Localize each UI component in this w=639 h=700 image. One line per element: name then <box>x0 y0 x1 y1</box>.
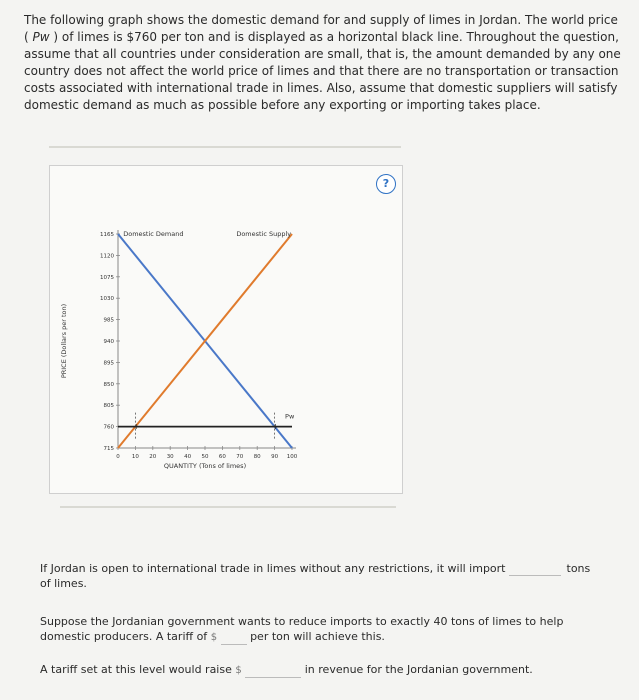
intro-part2: ) of limes is $760 per ton and is displayed as a horizontal black line. Throughout the question, assume that all countries under consideration are small, that is, the amount demanded by any one country does not affect the world price of limes and that there are no transportation or transaction costs associated with international trade in limes. Also, assume that domestic suppliers will satisfy domestic demand as much as possible before any exporting or importing takes place. <box>24 30 621 112</box>
revenue-input[interactable] <box>245 663 301 678</box>
bottom-divider <box>60 506 396 508</box>
y-tick-label: 805 <box>103 403 114 410</box>
intro-text <box>24 12 624 114</box>
y-tick-label: 1075 <box>100 274 114 281</box>
x-axis-label: QUANTITY (Tons of limes) <box>163 462 247 470</box>
x-tick-label: 20 <box>149 454 157 460</box>
pw-symbol: Pw <box>32 30 50 44</box>
demand-label: Domestic Demand <box>123 230 184 238</box>
x-tick-label: 90 <box>271 454 279 460</box>
x-tick-label: 0 <box>116 454 120 460</box>
q3-dollar-sign: $ <box>235 665 242 676</box>
supply-demand-chart <box>50 166 402 493</box>
y-axis-label: PRICE (Dollars per ton) <box>60 303 68 379</box>
q2-dollar-sign: $ <box>210 632 218 643</box>
pw-label: Pw <box>285 412 295 421</box>
y-tick-label: 940 <box>103 339 114 345</box>
q2-tail: per ton will achieve this. <box>250 630 385 643</box>
pw-handle-icon: + <box>132 422 140 432</box>
pw-handle-icon: + <box>272 422 279 432</box>
y-tick-label: 1030 <box>100 296 114 303</box>
q3-tail: in revenue for the Jordanian government. <box>304 663 533 676</box>
question-1 <box>40 561 600 591</box>
question-3 <box>40 662 600 678</box>
intro-part1: The following graph shows the domestic demand for and supply of limes in Jordan. The world price ( <box>24 13 618 44</box>
y-tick-label: 985 <box>103 317 114 324</box>
x-tick-label: 100 <box>286 454 298 460</box>
q1-tail: of limes. <box>40 577 87 590</box>
x-tick-label: 50 <box>201 454 209 460</box>
q1-unit: tons <box>566 562 591 575</box>
y-tick-label: 850 <box>103 381 114 388</box>
x-tick-label: 80 <box>253 454 261 460</box>
import-quantity-input[interactable] <box>509 561 561 576</box>
y-tick-label: 715 <box>103 446 114 452</box>
x-tick-label: 40 <box>184 454 192 460</box>
x-tick-label: 10 <box>131 454 139 460</box>
top-divider <box>49 146 401 148</box>
q3-text: A tariff set at this level would raise <box>40 663 232 676</box>
q2-text: Suppose the Jordanian government wants to reduce imports to exactly 40 tons of limes to help domestic producers. A tariff of <box>40 615 564 643</box>
graph-panel <box>49 165 403 494</box>
y-tick-label: 1165 <box>100 232 114 238</box>
question-2 <box>40 614 580 645</box>
x-tick-label: 30 <box>166 454 174 460</box>
x-tick-label: 60 <box>218 454 226 460</box>
tariff-input[interactable] <box>221 630 247 645</box>
x-tick-label: 70 <box>236 454 244 460</box>
supply-label: Domestic Supply <box>236 230 292 238</box>
y-tick-label: 895 <box>103 360 114 367</box>
y-tick-label: 760 <box>103 424 114 431</box>
y-tick-label: 1120 <box>100 253 114 260</box>
help-icon[interactable]: ? <box>376 174 396 194</box>
q1-text: If Jordan is open to international trade in limes without any restrictions, it will import <box>40 562 506 575</box>
